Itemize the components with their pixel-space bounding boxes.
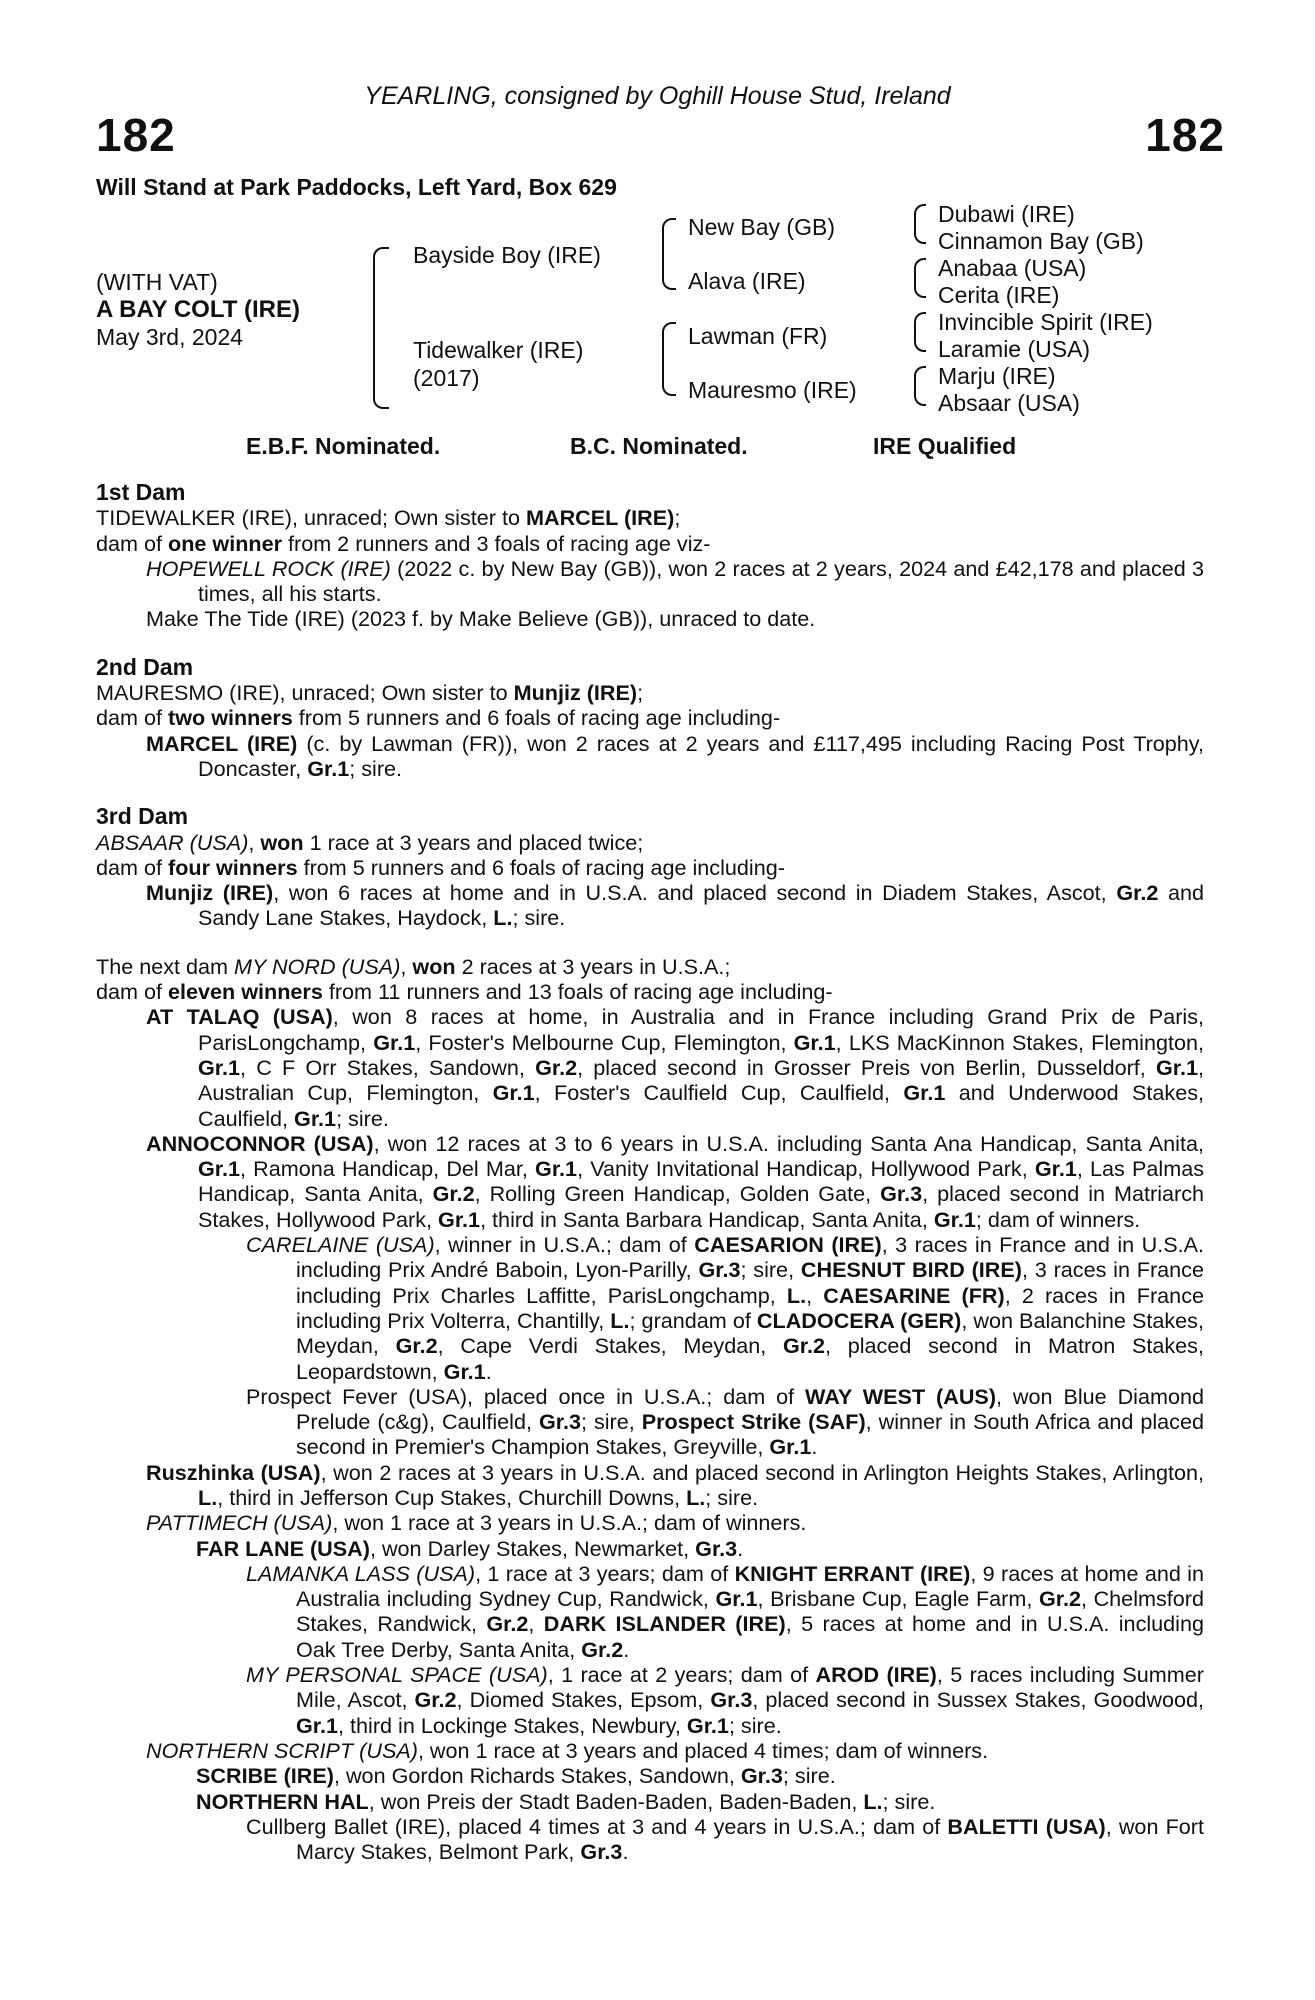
consignor-subtitle: YEARLING, consigned by Oghill House Stud, Ireland [364, 82, 951, 110]
pedigree-ds: Lawman (FR) [688, 323, 828, 349]
brace-gen3-1 [914, 204, 926, 244]
pedigree-ddd: Absaar (USA) [938, 390, 1080, 416]
pedigree-dds: Marju (IRE) [938, 363, 1056, 389]
progeny-at-talaq: AT TALAQ (USA), won 8 races at home, in Australia and in France including Grand Prix de Paris, ParisLongchamp, Gr.1, Foster's Melbourne Cup, Flemington, Gr.1, LKS MacKinnon Stakes, Flemington, Gr.1, C F Orr Stakes, Sandown, Gr.2, placed second in Grosser Preis von Berlin, Dusseldorf, Gr.1, Australian Cup, Flemington, Gr.1, Foster's Caulfield Cup, Caulfield, Gr.1 and Underwood Stakes, Caulfield, Gr.1; sire. [146, 1004, 1205, 1131]
third-dam-heading: 3rd Dam [96, 803, 189, 830]
pedigree-sd: Alava (IRE) [688, 268, 806, 294]
vat-note: (WITH VAT) [96, 269, 218, 295]
ire-qualified: IRE Qualified [873, 433, 1017, 459]
progeny-lamanka-lass: LAMANKA LASS (USA), 1 race at 3 years; dam of KNIGHT ERRANT (IRE), 9 races at home and in Australia including Sydney Cup, Randwick, Gr.1, Brisbane Cup, Eagle Farm, Gr.2, Chelmsford Stakes, Randwick, Gr.2, DARK ISLANDER (IRE), 5 races at home and in U.S.A. including Oak Tree Derby, Santa Anita, Gr.2. [246, 1560, 1204, 1662]
pedigree-dam: Tidewalker (IRE) [413, 337, 584, 363]
pedigree-sdd: Cerita (IRE) [938, 282, 1060, 308]
brace-sire [373, 247, 389, 333]
third-dam-progeny-1: Munjiz (IRE), won 6 races at home and in U.S.A. and placed second in Diadem Stakes, Ascot, Gr.2 and Sandy Lane Stakes, Haydock, L.; sire. [146, 880, 1205, 931]
progeny-my-personal-space: MY PERSONAL SPACE (USA), 1 race at 2 years; dam of AROD (IRE), 5 races including Summer Mile, Ascot, Gr.2, Diomed Stakes, Epsom, Gr.3, placed second in Sussex Stakes, Goodwood, Gr.1, third in Lockinge Stakes, Newbury, Gr.1; sire. [246, 1662, 1204, 1738]
second-dam-line: MAURESMO (IRE), unraced; Own sister to Munjiz (IRE); [96, 680, 644, 706]
pedigree-dam-year: (2017) [413, 365, 480, 391]
ebf-nomination: E.B.F. Nominated. [246, 433, 441, 459]
first-dam-line: TIDEWALKER (IRE), unraced; Own sister to MARCEL (IRE); [96, 505, 681, 531]
progeny-far-lane: FAR LANE (USA), won Darley Stakes, Newmarket, Gr.3. [196, 1535, 744, 1561]
pedigree-dd: Mauresmo (IRE) [688, 377, 857, 403]
brace-dam-line [662, 322, 676, 358]
progeny-cullberg-ballet: Cullberg Ballet (IRE), placed 4 times at 3 and 4 years in U.S.A.; dam of BALETTI (USA), won Fort Marcy Stakes, Belmont Park, Gr.3. [246, 1813, 1204, 1865]
next-dam-line: The next dam MY NORD (USA), won 2 races at 3 years in U.S.A.; [96, 953, 731, 979]
pedigree-dss: Invincible Spirit (IRE) [938, 309, 1153, 335]
second-dam-produce-summary: dam of two winners from 5 runners and 6 foals of racing age including- [96, 705, 781, 731]
brace-sire-line-b [662, 252, 676, 290]
second-dam-progeny-1: MARCEL (IRE) (c. by Lawman (FR)), won 2 races at 2 years and £117,495 including Racing Post Trophy, Doncaster, Gr.1; sire. [146, 730, 1204, 781]
stand-location: Will Stand at Park Paddocks, Left Yard, Box 629 [96, 174, 617, 200]
progeny-northern-hal: NORTHERN HAL, won Preis der Stadt Baden-Baden, Baden-Baden, L.; sire. [196, 1788, 936, 1814]
third-dam-line: ABSAAR (USA), won 1 race at 3 years and placed twice; [96, 829, 644, 855]
brace-dam [373, 331, 389, 409]
brace-gen3-4 [914, 366, 926, 406]
first-dam-heading: 1st Dam [96, 479, 186, 505]
pedigree-sds: Anabaa (USA) [938, 255, 1087, 281]
pedigree-ss: New Bay (GB) [688, 214, 835, 240]
brace-dam-line-b [662, 356, 676, 396]
progeny-pattimech: PATTIMECH (USA), won 1 race at 3 years in U.S.A.; dam of winners. [146, 1510, 807, 1536]
first-dam-progeny-2: Make The Tide (IRE) (2023 f. by Make Believe (GB)), unraced to date. [146, 606, 816, 632]
brace-gen3-3 [914, 312, 926, 352]
first-dam-progeny-1: HOPEWELL ROCK (IRE) (2022 c. by New Bay (GB)), won 2 races at 2 years, 2024 and £42,178 and placed 3 times, all his starts. [146, 555, 1205, 607]
progeny-prospect-fever: Prospect Fever (USA), placed once in U.S.A.; dam of WAY WEST (AUS), won Blue Diamond Prelude (c&g), Caulfield, Gr.3; sire, Prospect Strike (SAF), winner in South Africa and placed second in Premier's Champion Stakes, Greyville, Gr.1. [246, 1383, 1205, 1460]
first-dam-produce-summary: dam of one winner from 2 runners and 3 foals of racing age viz- [96, 530, 711, 556]
brace-sire-line [662, 218, 676, 254]
pedigree-sire: Bayside Boy (IRE) [413, 242, 601, 268]
pedigree-ssd: Cinnamon Bay (GB) [938, 228, 1144, 254]
second-dam-heading: 2nd Dam [96, 653, 194, 680]
brace-gen3-2 [914, 258, 926, 298]
pedigree-dsd: Laramie (USA) [938, 336, 1091, 362]
progeny-scribe: SCRIBE (IRE), won Gordon Richards Stakes, Sandown, Gr.3; sire. [196, 1763, 836, 1789]
lot-number-left: 182 [96, 109, 176, 161]
progeny-ruszhinka: Ruszhinka (USA), won 2 races at 3 years in U.S.A. and placed second in Arlington Heights Stakes, Arlington, L., third in Jefferson Cup Stakes, Churchill Downs, L.; sire. [146, 1459, 1204, 1510]
third-dam-produce-summary: dam of four winners from 5 runners and 6 foals of racing age including- [96, 854, 785, 880]
progeny-carelaine: CARELAINE (USA), winner in U.S.A.; dam of CAESARION (IRE), 3 races in France and in U.S.A. including Prix André Baboin, Lyon-Parilly, Gr.3; sire, CHESNUT BIRD (IRE), 3 races in France including Prix Charles Laffitte, ParisLongchamp, L., CAESARINE (FR), 2 races in France including Prix Volterra, Chantilly, L.; grandam of CLADOCERA (GER), won Balanchine Stakes, Meydan, Gr.2, Cape Verdi Stakes, Meydan, Gr.2, placed second in Matron Stakes, Leopardstown, Gr.1. [246, 1232, 1205, 1384]
progeny-annoconnor: ANNOCONNOR (USA), won 12 races at 3 to 6 years in U.S.A. including Santa Ana Handicap, Santa Anita, Gr.1, Ramona Handicap, Del Mar, Gr.1, Vanity Invitational Handicap, Hollywood Park, Gr.1, Las Palmas Handicap, Santa Anita, Gr.2, Rolling Green Handicap, Golden Gate, Gr.3, placed second in Matriarch Stakes, Hollywood Park, Gr.1, third in Santa Barbara Handicap, Santa Anita, Gr.1; dam of winners. [146, 1130, 1205, 1232]
horse-name: A BAY COLT (IRE) [96, 296, 301, 323]
pedigree-sss: Dubawi (IRE) [938, 201, 1075, 227]
foaling-date: May 3rd, 2024 [96, 324, 244, 350]
progeny-northern-script: NORTHERN SCRIPT (USA), won 1 race at 3 years and placed 4 times; dam of winners. [146, 1737, 989, 1763]
bc-nomination: B.C. Nominated. [570, 433, 748, 459]
lot-number-right: 182 [1145, 109, 1225, 161]
dam-lines [96, 480, 1204, 1864]
next-dam-produce-summary: dam of eleven winners from 11 runners and 13 foals of racing age including- [96, 979, 833, 1005]
